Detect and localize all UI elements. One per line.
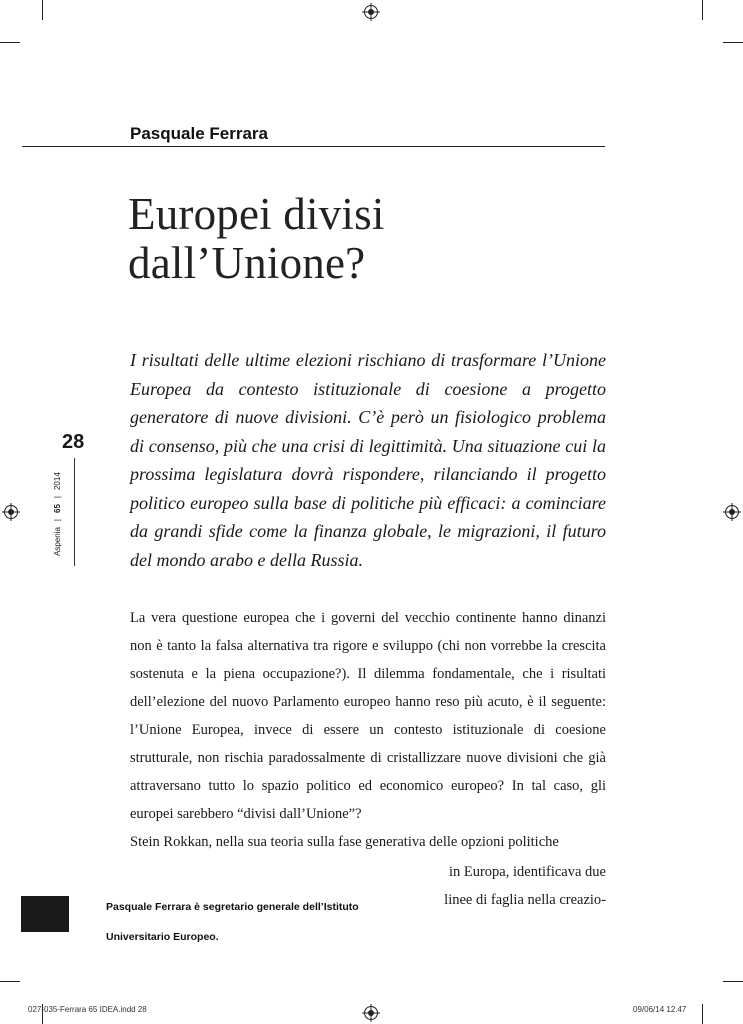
margin-divider [74,458,75,566]
registration-mark-icon [362,3,380,21]
file-slug: 027-035-Ferrara 65 IDEA.indd 28 [28,1005,147,1014]
crop-mark [723,981,743,982]
author-name: Pasquale Ferrara [130,124,268,143]
author-divider [22,146,605,147]
bio-line: Universitario Europeo. [106,931,219,943]
crop-mark [0,42,20,43]
body-paragraph: La vera questione europea che i governi del vecchio continente hanno dinanzi non è tanto la falsa alternativa tra rigore e sviluppo (chi non vorrebbe la crescita sostenuta e la piena occupazione?). Il dilemma fondamentale, che i risultati dell’elezione del nuovo Parlamento europeo hanno reso più acuto, è il seguente: l’Unione Europea, invece di essere un contesto istituzionale di coesione strutturale, non rischia paradossalmente di cristallizzare nuove divisioni che già attraversano tutto lo spazio politico ed economico europeo? In tal caso, gli europei sarebbero “divisi dall’Unione”? [130,610,606,822]
journal-info: Aspenia|65|2014 [53,472,62,556]
bio-line: Pasquale Ferrara è segretario generale dell’Istituto [106,901,359,913]
title-line: dall’Unione? [128,238,366,288]
body-continuation [400,858,606,914]
crop-mark [0,981,20,982]
bio-marker [21,896,69,932]
crop-mark [42,0,43,20]
print-timestamp: 09/06/14 12.47 [633,1005,687,1014]
body-line: in Europa, identificava due [448,864,606,880]
body-line: linee di faglia nella creazio- [444,892,606,908]
author-bio [106,892,406,952]
article-abstract: I risultati delle ultime elezioni rischiano di trasformare l’Unione Europea da contesto istituzionale di coesione a progetto generatore di nuove divisioni. C’è però un fisiologico problema di consenso, più che una crisi di legittimità. Una situazione cui la prossima legislatura dovrà rispondere, rilanciando il progetto politico europeo sulla base di politiche più efficaci: a cominciare da grandi sfide come la finanza globale, le migrazioni, il futuro del mondo arabo e della Russia. [130,350,606,570]
page-number: 28 [62,431,85,453]
registration-mark-icon [362,1004,380,1022]
article-title [128,190,598,288]
title-line: Europei divisi [128,189,385,239]
issue-year: 2014 [53,472,62,491]
registration-mark-icon [723,503,741,521]
issue-number: 65 [53,504,62,513]
article-body [130,604,606,856]
crop-mark [702,0,703,20]
crop-mark [723,42,743,43]
body-paragraph: Stein Rokkan, nella sua teoria sulla fase generativa delle opzioni politiche [130,834,559,850]
crop-mark [702,1004,703,1024]
registration-mark-icon [2,503,20,521]
journal-name: Aspenia [53,527,62,556]
